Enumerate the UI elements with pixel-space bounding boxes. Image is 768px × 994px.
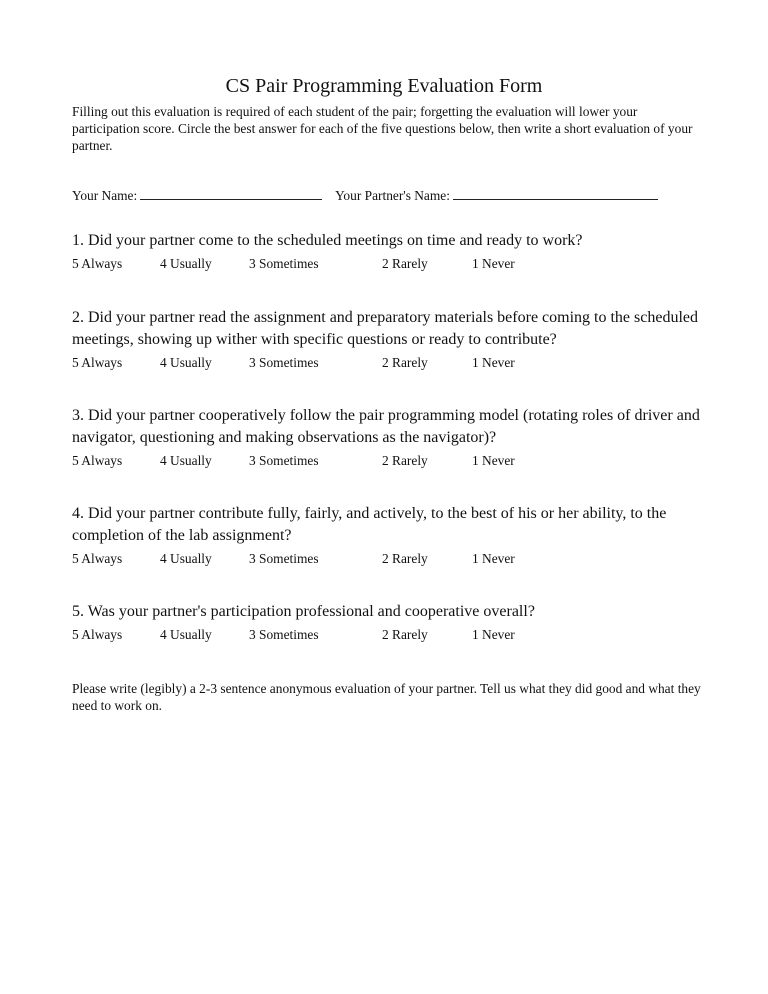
- question-text: 2. Did your partner read the assignment and preparatory materials before coming to the scheduled meetings, showing up wither with specific questions or ready to contribute?: [72, 309, 698, 348]
- question-5: [72, 601, 702, 644]
- rating-option-usually[interactable]: 4 Usually: [160, 355, 212, 370]
- rating-options: [72, 626, 702, 644]
- question-3: [72, 405, 702, 470]
- rating-option-sometimes[interactable]: 3 Sometimes: [249, 355, 319, 370]
- partner-name-label: Your Partner's Name:: [335, 188, 450, 203]
- rating-option-always[interactable]: 5 Always: [72, 627, 123, 642]
- rating-option-rarely[interactable]: 2 Rarely: [382, 453, 428, 468]
- rating-option-always[interactable]: 5 Always: [72, 355, 123, 370]
- question-text: 3. Did your partner cooperatively follow the pair programming model (rotating roles of driver and navigator, questioning and making observations as the navigator)?: [72, 407, 700, 446]
- rating-options: [72, 255, 702, 273]
- rating-options: [72, 452, 702, 470]
- rating-option-rarely[interactable]: 2 Rarely: [382, 551, 428, 566]
- rating-options: [72, 550, 702, 568]
- rating-option-sometimes[interactable]: 3 Sometimes: [249, 256, 319, 271]
- your-name-label: Your Name:: [72, 188, 138, 203]
- question-4: [72, 503, 702, 568]
- form-instructions: Filling out this evaluation is required of each student of the pair; forgetting the evaluation will lower your participation score. Circle the best answer for each of the five questions below, then write a short evaluation of your partner.: [72, 104, 693, 153]
- your-name-field[interactable]: [140, 187, 322, 200]
- rating-option-rarely[interactable]: 2 Rarely: [382, 627, 428, 642]
- rating-option-never[interactable]: 1 Never: [472, 355, 515, 370]
- rating-options: [72, 354, 702, 372]
- rating-option-never[interactable]: 1 Never: [472, 551, 515, 566]
- rating-option-sometimes[interactable]: 3 Sometimes: [249, 627, 319, 642]
- rating-option-always[interactable]: 5 Always: [72, 551, 123, 566]
- written-evaluation-prompt: Please write (legibly) a 2-3 sentence anonymous evaluation of your partner. Tell us what they did good and what they need to work on.: [72, 681, 701, 713]
- rating-option-always[interactable]: 5 Always: [72, 453, 123, 468]
- rating-option-usually[interactable]: 4 Usually: [160, 453, 212, 468]
- rating-option-usually[interactable]: 4 Usually: [160, 551, 212, 566]
- name-fields-row: [72, 187, 658, 204]
- rating-option-usually[interactable]: 4 Usually: [160, 627, 212, 642]
- question-text: 1. Did your partner come to the scheduled meetings on time and ready to work?: [72, 232, 583, 249]
- question-2: [72, 307, 702, 372]
- rating-option-rarely[interactable]: 2 Rarely: [382, 256, 428, 271]
- question-text: 5. Was your partner's participation professional and cooperative overall?: [72, 603, 535, 620]
- form-title: CS Pair Programming Evaluation Form: [225, 75, 543, 97]
- rating-option-rarely[interactable]: 2 Rarely: [382, 355, 428, 370]
- rating-option-never[interactable]: 1 Never: [472, 256, 515, 271]
- rating-option-sometimes[interactable]: 3 Sometimes: [249, 551, 319, 566]
- question-text: 4. Did your partner contribute fully, fairly, and actively, to the best of his or her ability, to the completion of the lab assignment?: [72, 505, 667, 544]
- rating-option-sometimes[interactable]: 3 Sometimes: [249, 453, 319, 468]
- rating-option-usually[interactable]: 4 Usually: [160, 256, 212, 271]
- rating-option-never[interactable]: 1 Never: [472, 453, 515, 468]
- question-1: [72, 230, 702, 273]
- partner-name-field[interactable]: [453, 187, 658, 200]
- rating-option-always[interactable]: 5 Always: [72, 256, 123, 271]
- rating-option-never[interactable]: 1 Never: [472, 627, 515, 642]
- written-evaluation-area[interactable]: [72, 722, 702, 962]
